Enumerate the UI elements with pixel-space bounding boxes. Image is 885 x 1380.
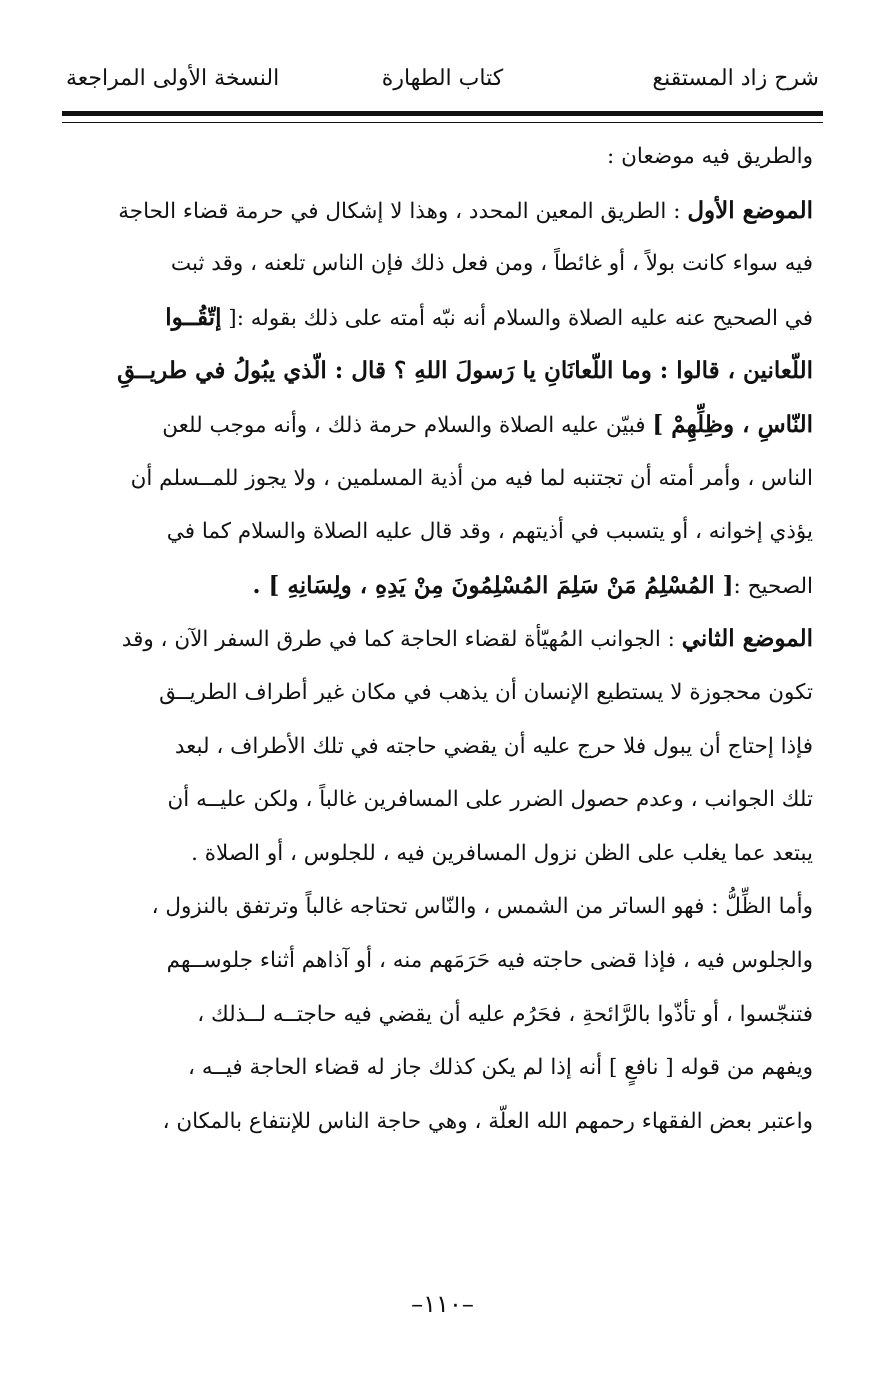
hadith-text: النّاسِ ، وظِلِّهِمْ ] xyxy=(652,410,813,438)
text-line-7 xyxy=(66,452,813,506)
section-heading-first: الموضع الأول xyxy=(687,196,813,224)
header-rule-thick xyxy=(62,111,823,116)
book-title: شرح زاد المستقنع xyxy=(652,66,819,91)
hadith-text: إتّقُــوا xyxy=(165,303,222,331)
text-line-9 xyxy=(66,559,813,613)
line-text: والجلوس فيه ، فإذا قضى حاجته فيه حَرَمَهم منه ، أو آذاهم أثناء جلوســهم xyxy=(166,947,813,973)
body-text xyxy=(66,130,813,1148)
line-text: ويفهم من قوله [ نافعٍ ] أنه إذا لم يكن كذلك جاز له قضاء الحاجة فيــه ، xyxy=(188,1055,813,1081)
line-text: يبتعد عما يغلب على الظن نزول المسافرين فيه ، للجلوس ، أو الصلاة . xyxy=(191,840,813,866)
text-line-8 xyxy=(66,505,813,559)
page-header xyxy=(62,58,823,102)
text-line-12 xyxy=(66,720,813,774)
line-text: يؤذي إخوانه ، أو يتسبب في أذيتهم ، وقد قال عليه الصلاة والسلام كما في xyxy=(166,519,813,545)
line-text: فإذا إحتاج أن يبول فلا حرج عليه أن يقضي حاجته في تلك الأطراف ، لبعد xyxy=(174,733,813,759)
line-text: : الطريق المعين المحدد ، وهذا لا إشكال في حرمة قضاء الحاجة xyxy=(118,198,688,224)
line-text: فتنجّسوا ، أو تأذّوا بالرَّائحةِ ، فحَرُم عليه أن يقضي فيه حاجتــه لــذلك ، xyxy=(197,1001,813,1027)
hadith-text: [ المُسْلِمُ مَنْ سَلِمَ المُسْلِمُونَ مِنْ يَدِهِ ، ولِسَانِهِ ] . xyxy=(252,571,734,599)
text-line-3 xyxy=(66,237,813,291)
text-line-13 xyxy=(66,773,813,827)
section-heading-second: الموضع الثاني xyxy=(681,625,813,653)
chapter-title: كتاب الطهارة xyxy=(381,66,504,91)
line-text: وأما الظِّلُّ : فهو الساتر من الشمس ، والنّاس تحتاجه غالباً وترتفق بالنزول ، xyxy=(151,894,813,920)
line-text: الناس ، وأمر أمته أن تجتنبه لما فيه من أذية المسلمين ، ولا يجوز للمــسلم أن xyxy=(130,465,813,491)
text-line-18 xyxy=(66,1041,813,1095)
text-line-10 xyxy=(66,612,813,666)
line-text: : الجوانب المُهيّأة لقضاء الحاجة كما في طرق السفر الآن ، وقد xyxy=(121,627,682,653)
page-number: –١١٠– xyxy=(411,1290,474,1318)
line-text: واعتبر بعض الفقهاء رحمهم الله العلّة ، وهي حاجة الناس للإنتفاع بالمكان ، xyxy=(162,1108,813,1134)
text-line-16 xyxy=(66,934,813,988)
text-line-19 xyxy=(66,1095,813,1149)
text-line-17 xyxy=(66,988,813,1042)
line-text: تكون محجوزة لا يستطيع الإنسان أن يذهب في مكان غير أطراف الطريــق xyxy=(159,679,813,705)
line-text: فيه سواء كانت بولاً ، أو غائطاً ، ومن فعل ذلك فإن الناس تلعنه ، وقد ثبت xyxy=(170,251,813,277)
text-line-4 xyxy=(66,291,813,345)
text-line-15 xyxy=(66,880,813,934)
text-line-14 xyxy=(66,827,813,881)
header-rule-thin xyxy=(62,122,823,123)
text-line-11 xyxy=(66,666,813,720)
text-line-5 xyxy=(66,344,813,398)
text-line-2 xyxy=(66,184,813,238)
line-text: الصحيح : xyxy=(733,573,813,599)
line-text: في الصحيح عنه عليه الصلاة والسلام أنه نبّه أمته على ذلك بقوله :[ xyxy=(221,305,813,331)
line-text: والطريق فيه موضعان : xyxy=(607,144,813,169)
hadith-text: اللّعانين ، قالوا : وما اللّعانَانِ يا رَسولَ اللهِ ؟ قال : الّذي يبُولُ في طريــقِ xyxy=(117,357,813,385)
text-line-6 xyxy=(66,398,813,452)
text-line-1 xyxy=(66,130,813,184)
line-text: تلك الجوانب ، وعدم حصول الضرر على المسافرين غالباً ، ولكن عليــه أن xyxy=(167,787,813,813)
line-text: فبيّن عليه الصلاة والسلام حرمة ذلك ، وأنه موجب للعن xyxy=(162,412,653,438)
edition-note: النسخة الأولى المراجعة xyxy=(66,66,280,91)
